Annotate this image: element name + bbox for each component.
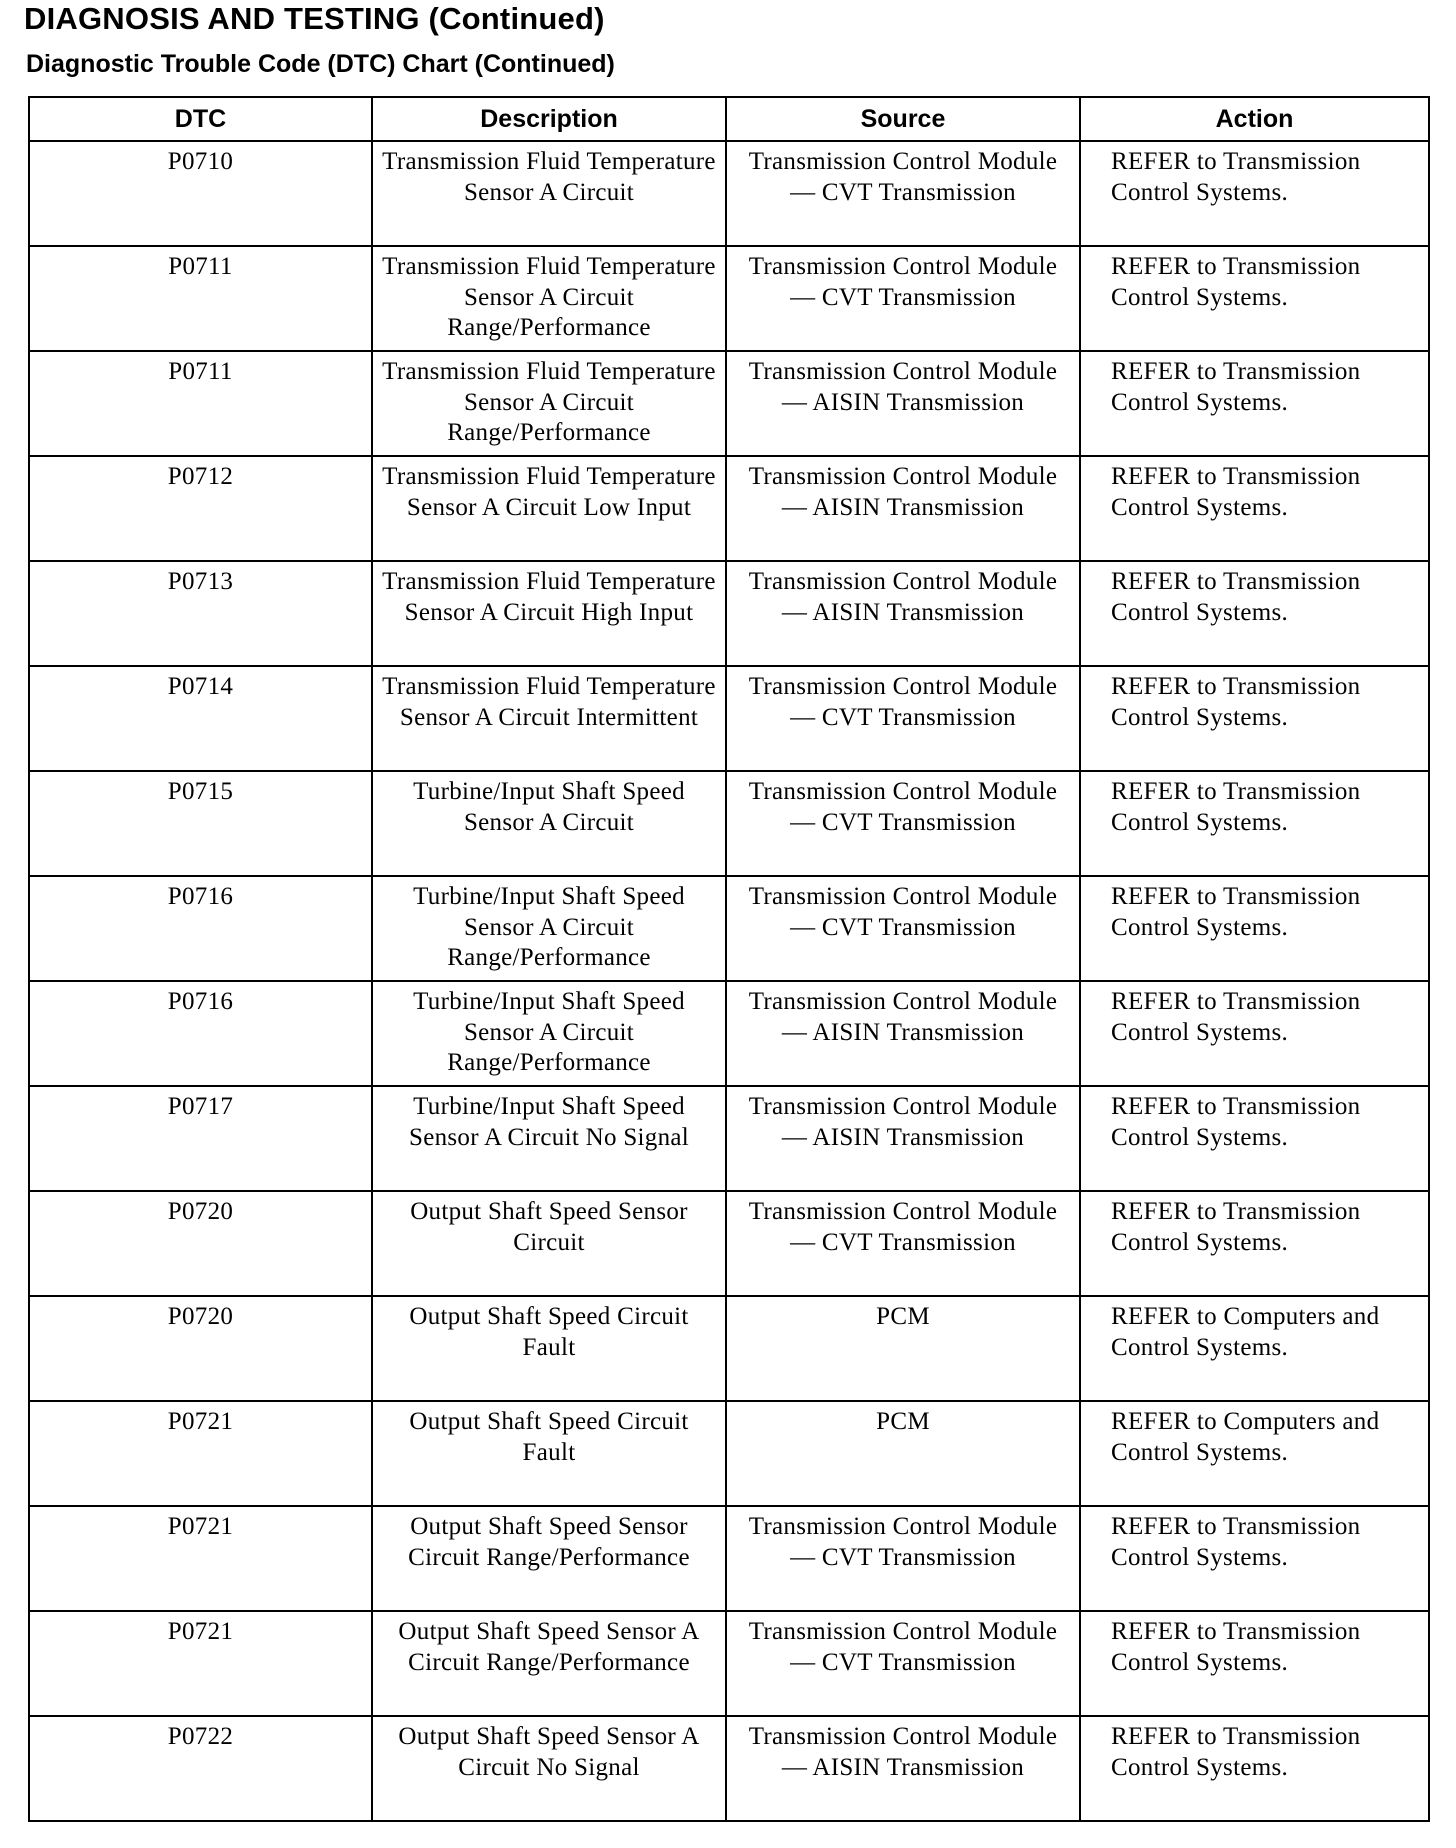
dtc-action: REFER to Transmission Control Systems. xyxy=(1080,1506,1429,1611)
dtc-source: Transmission Control Module — CVT Transmission xyxy=(726,1611,1080,1716)
table-row xyxy=(29,246,1429,351)
dtc-description: Transmission Fluid Temperature Sensor A Circuit Low Input xyxy=(372,456,726,561)
dtc-source: Transmission Control Module — CVT Transmission xyxy=(726,1191,1080,1296)
column-header-action: Action xyxy=(1080,97,1429,141)
table-row xyxy=(29,771,1429,876)
table-row xyxy=(29,456,1429,561)
dtc-source: Transmission Control Module — CVT Transmission xyxy=(726,876,1080,981)
dtc-source: Transmission Control Module — CVT Transmission xyxy=(726,666,1080,771)
dtc-source: PCM xyxy=(726,1296,1080,1401)
dtc-source: Transmission Control Module — AISIN Transmission xyxy=(726,351,1080,456)
dtc-code: P0720 xyxy=(29,1296,372,1401)
dtc-code: P0721 xyxy=(29,1611,372,1716)
dtc-code: P0715 xyxy=(29,771,372,876)
table-row xyxy=(29,1716,1429,1821)
dtc-description: Output Shaft Speed Sensor Circuit xyxy=(372,1191,726,1296)
dtc-code: P0714 xyxy=(29,666,372,771)
dtc-action: REFER to Transmission Control Systems. xyxy=(1080,666,1429,771)
column-header-description: Description xyxy=(372,97,726,141)
dtc-action: REFER to Transmission Control Systems. xyxy=(1080,456,1429,561)
dtc-action: REFER to Transmission Control Systems. xyxy=(1080,1716,1429,1821)
table-row xyxy=(29,351,1429,456)
table-row xyxy=(29,1611,1429,1716)
dtc-code: P0716 xyxy=(29,876,372,981)
chart-title: Diagnostic Trouble Code (DTC) Chart (Continued) xyxy=(26,50,615,78)
dtc-code: P0721 xyxy=(29,1506,372,1611)
dtc-code: P0713 xyxy=(29,561,372,666)
table-row xyxy=(29,666,1429,771)
dtc-source: Transmission Control Module — CVT Transmission xyxy=(726,141,1080,246)
table-header-row xyxy=(29,97,1429,141)
dtc-description: Output Shaft Speed Sensor A Circuit No Signal xyxy=(372,1716,726,1821)
table-row xyxy=(29,141,1429,246)
dtc-description: Output Shaft Speed Circuit Fault xyxy=(372,1401,726,1506)
dtc-source: Transmission Control Module — CVT Transmission xyxy=(726,1506,1080,1611)
column-header-source: Source xyxy=(726,97,1080,141)
table-row xyxy=(29,981,1429,1086)
dtc-code: P0722 xyxy=(29,1716,372,1821)
dtc-code: P0711 xyxy=(29,246,372,351)
dtc-source: PCM xyxy=(726,1401,1080,1506)
dtc-description: Transmission Fluid Temperature Sensor A Circuit xyxy=(372,141,726,246)
dtc-source: Transmission Control Module — AISIN Transmission xyxy=(726,981,1080,1086)
dtc-source: Transmission Control Module — AISIN Transmission xyxy=(726,456,1080,561)
column-header-dtc: DTC xyxy=(29,97,372,141)
dtc-action: REFER to Computers and Control Systems. xyxy=(1080,1401,1429,1506)
dtc-code: P0720 xyxy=(29,1191,372,1296)
table-row xyxy=(29,1296,1429,1401)
dtc-code: P0712 xyxy=(29,456,372,561)
dtc-action: REFER to Transmission Control Systems. xyxy=(1080,561,1429,666)
dtc-source: Transmission Control Module — CVT Transmission xyxy=(726,246,1080,351)
dtc-action: REFER to Transmission Control Systems. xyxy=(1080,981,1429,1086)
dtc-source: Transmission Control Module — CVT Transmission xyxy=(726,771,1080,876)
dtc-action: REFER to Transmission Control Systems. xyxy=(1080,1086,1429,1191)
dtc-action: REFER to Transmission Control Systems. xyxy=(1080,141,1429,246)
dtc-action: REFER to Transmission Control Systems. xyxy=(1080,246,1429,351)
dtc-code: P0710 xyxy=(29,141,372,246)
dtc-description: Turbine/Input Shaft Speed Sensor A Circuit Range/Performance xyxy=(372,876,726,981)
dtc-action: REFER to Computers and Control Systems. xyxy=(1080,1296,1429,1401)
dtc-source: Transmission Control Module — AISIN Transmission xyxy=(726,561,1080,666)
dtc-source: Transmission Control Module — AISIN Transmission xyxy=(726,1086,1080,1191)
dtc-code: P0716 xyxy=(29,981,372,1086)
dtc-action: REFER to Transmission Control Systems. xyxy=(1080,351,1429,456)
table-row xyxy=(29,1506,1429,1611)
table-row xyxy=(29,1086,1429,1191)
dtc-description: Turbine/Input Shaft Speed Sensor A Circuit xyxy=(372,771,726,876)
dtc-description: Output Shaft Speed Sensor Circuit Range/Performance xyxy=(372,1506,726,1611)
dtc-action: REFER to Transmission Control Systems. xyxy=(1080,1191,1429,1296)
dtc-action: REFER to Transmission Control Systems. xyxy=(1080,771,1429,876)
dtc-code: P0717 xyxy=(29,1086,372,1191)
dtc-description: Transmission Fluid Temperature Sensor A Circuit Range/Performance xyxy=(372,246,726,351)
dtc-description: Transmission Fluid Temperature Sensor A Circuit Intermittent xyxy=(372,666,726,771)
dtc-description: Turbine/Input Shaft Speed Sensor A Circuit Range/Performance xyxy=(372,981,726,1086)
dtc-action: REFER to Transmission Control Systems. xyxy=(1080,876,1429,981)
dtc-code: P0721 xyxy=(29,1401,372,1506)
dtc-table xyxy=(28,96,1430,1822)
dtc-description: Output Shaft Speed Circuit Fault xyxy=(372,1296,726,1401)
dtc-code: P0711 xyxy=(29,351,372,456)
table-row xyxy=(29,561,1429,666)
dtc-description: Transmission Fluid Temperature Sensor A Circuit High Input xyxy=(372,561,726,666)
dtc-description: Turbine/Input Shaft Speed Sensor A Circuit No Signal xyxy=(372,1086,726,1191)
dtc-source: Transmission Control Module — AISIN Transmission xyxy=(726,1716,1080,1821)
dtc-action: REFER to Transmission Control Systems. xyxy=(1080,1611,1429,1716)
dtc-description: Output Shaft Speed Sensor A Circuit Range/Performance xyxy=(372,1611,726,1716)
table-row xyxy=(29,876,1429,981)
table-row xyxy=(29,1401,1429,1506)
page-title: DIAGNOSIS AND TESTING (Continued) xyxy=(24,1,605,36)
dtc-description: Transmission Fluid Temperature Sensor A Circuit Range/Performance xyxy=(372,351,726,456)
table-row xyxy=(29,1191,1429,1296)
